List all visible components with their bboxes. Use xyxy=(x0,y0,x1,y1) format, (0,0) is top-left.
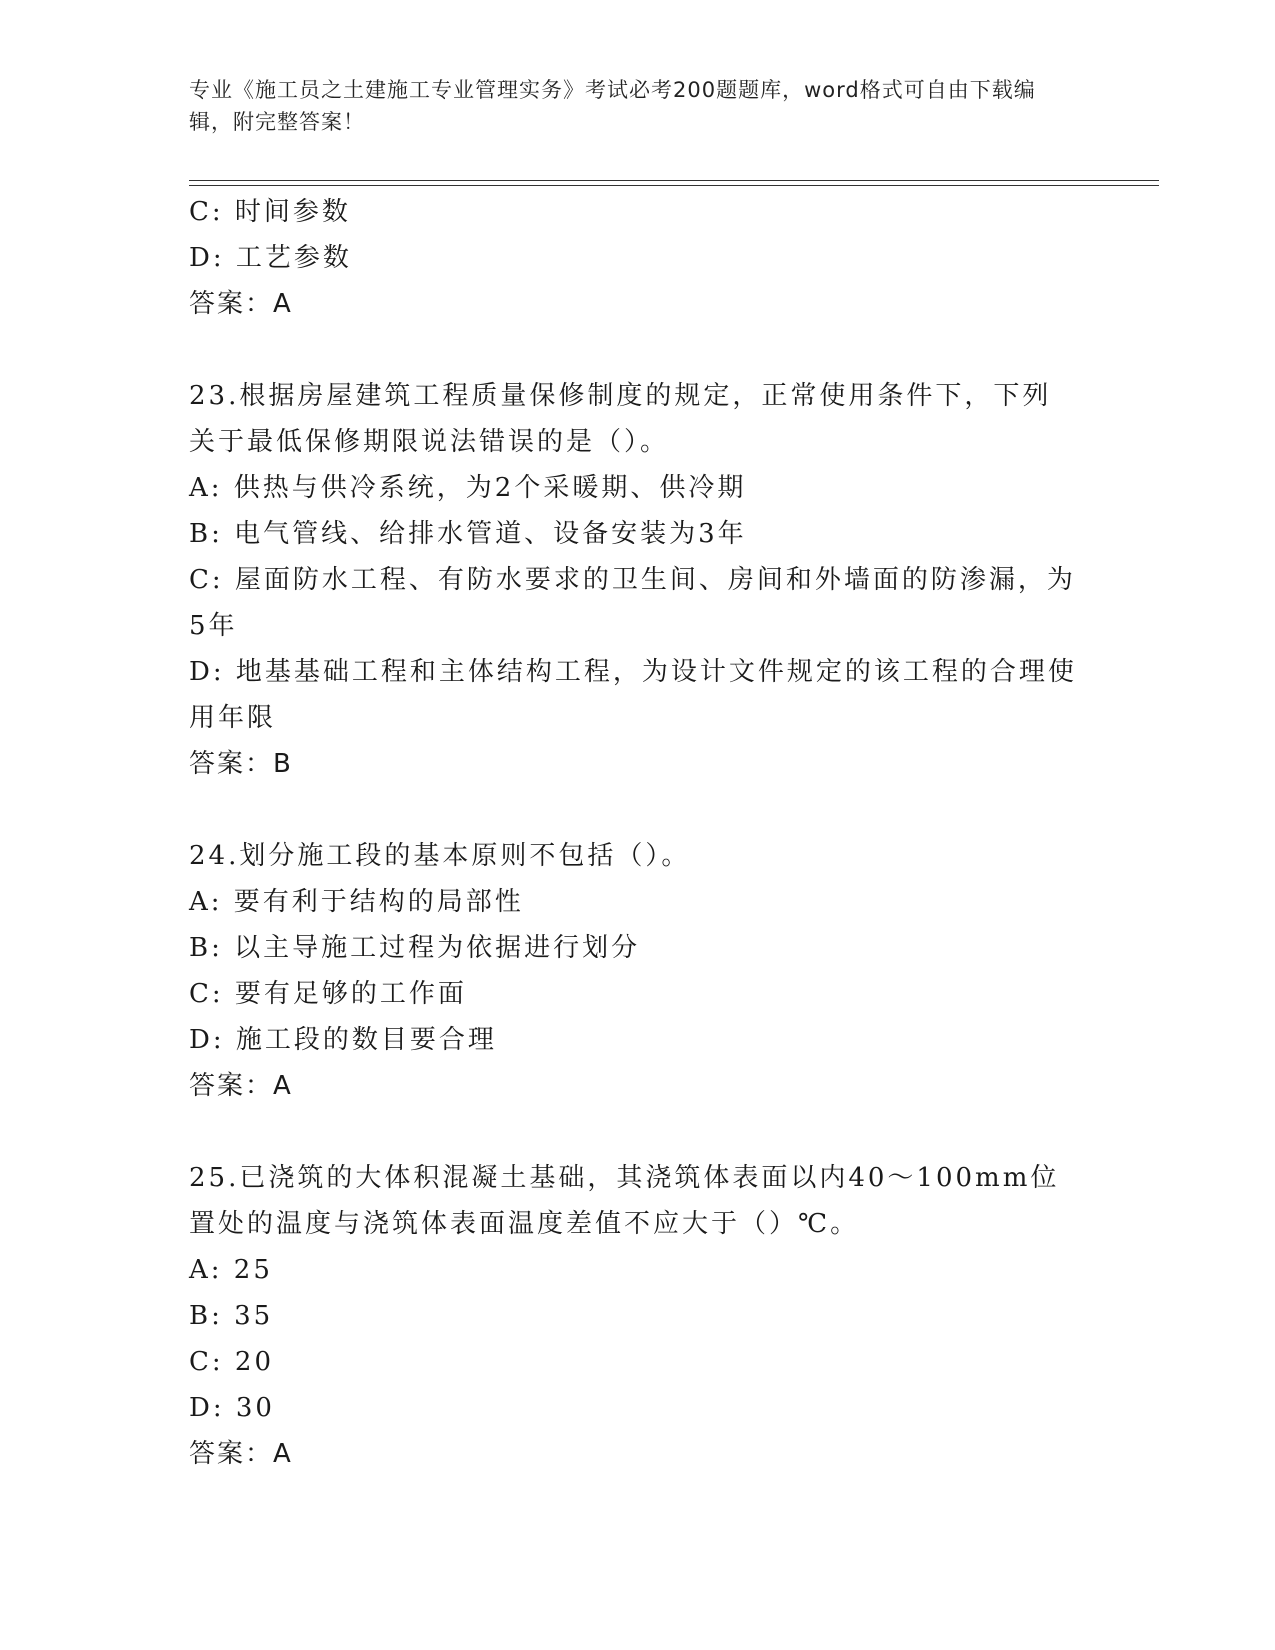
option-c: C: 20 xyxy=(189,1347,275,1377)
option-d: D: 工艺参数 xyxy=(189,243,352,273)
answer: 答案：A xyxy=(189,289,293,319)
spacer xyxy=(189,1109,1079,1155)
question-25 xyxy=(189,1155,1079,1477)
answer: 答案：A xyxy=(189,1071,293,1101)
question-stem: 24.划分施工段的基本原则不包括（）。 xyxy=(189,841,691,871)
question-stem: 23.根据房屋建筑工程质量保修制度的规定，正常使用条件下，下列关于最低保修期限说法错误的是（）。 xyxy=(189,381,1052,457)
option-d: D: 施工段的数目要合理 xyxy=(189,1025,497,1055)
answer: 答案：B xyxy=(189,749,293,779)
option-c: C: 屋面防水工程、有防水要求的卫生间、房间和外墙面的防渗漏，为5年 xyxy=(189,565,1076,641)
question-list xyxy=(189,189,1079,1477)
option-b: B: 以主导施工过程为依据进行划分 xyxy=(189,933,641,963)
page-header: 专业《施工员之土建施工专业管理实务》考试必考200题题库，word格式可自由下载编辑，附完整答案！ xyxy=(189,78,1036,134)
option-b: B: 电气管线、给排水管道、设备安装为3年 xyxy=(189,519,747,549)
prev-question-tail xyxy=(189,189,1079,327)
question-23 xyxy=(189,373,1079,787)
spacer xyxy=(189,327,1079,373)
question-24 xyxy=(189,833,1079,1109)
option-d: D: 地基基础工程和主体结构工程，为设计文件规定的该工程的合理使用年限 xyxy=(189,657,1077,733)
option-c: C: 时间参数 xyxy=(189,197,351,227)
option-a: A: 25 xyxy=(189,1255,273,1285)
answer: 答案：A xyxy=(189,1439,293,1469)
option-b: B: 35 xyxy=(189,1301,274,1331)
option-a: A: 供热与供冷系统，为2个采暖期、供冷期 xyxy=(189,473,747,503)
option-d: D: 30 xyxy=(189,1393,275,1423)
header-rule-top xyxy=(189,180,1159,181)
header-rule-bottom xyxy=(189,185,1159,186)
spacer xyxy=(189,787,1079,833)
question-stem: 25.已浇筑的大体积混凝土基础，其浇筑体表面以内40～100mm位置处的温度与浇筑体表面温度差值不应大于（）℃。 xyxy=(189,1163,1060,1239)
option-c: C: 要有足够的工作面 xyxy=(189,979,467,1009)
option-a: A: 要有利于结构的局部性 xyxy=(189,887,524,917)
